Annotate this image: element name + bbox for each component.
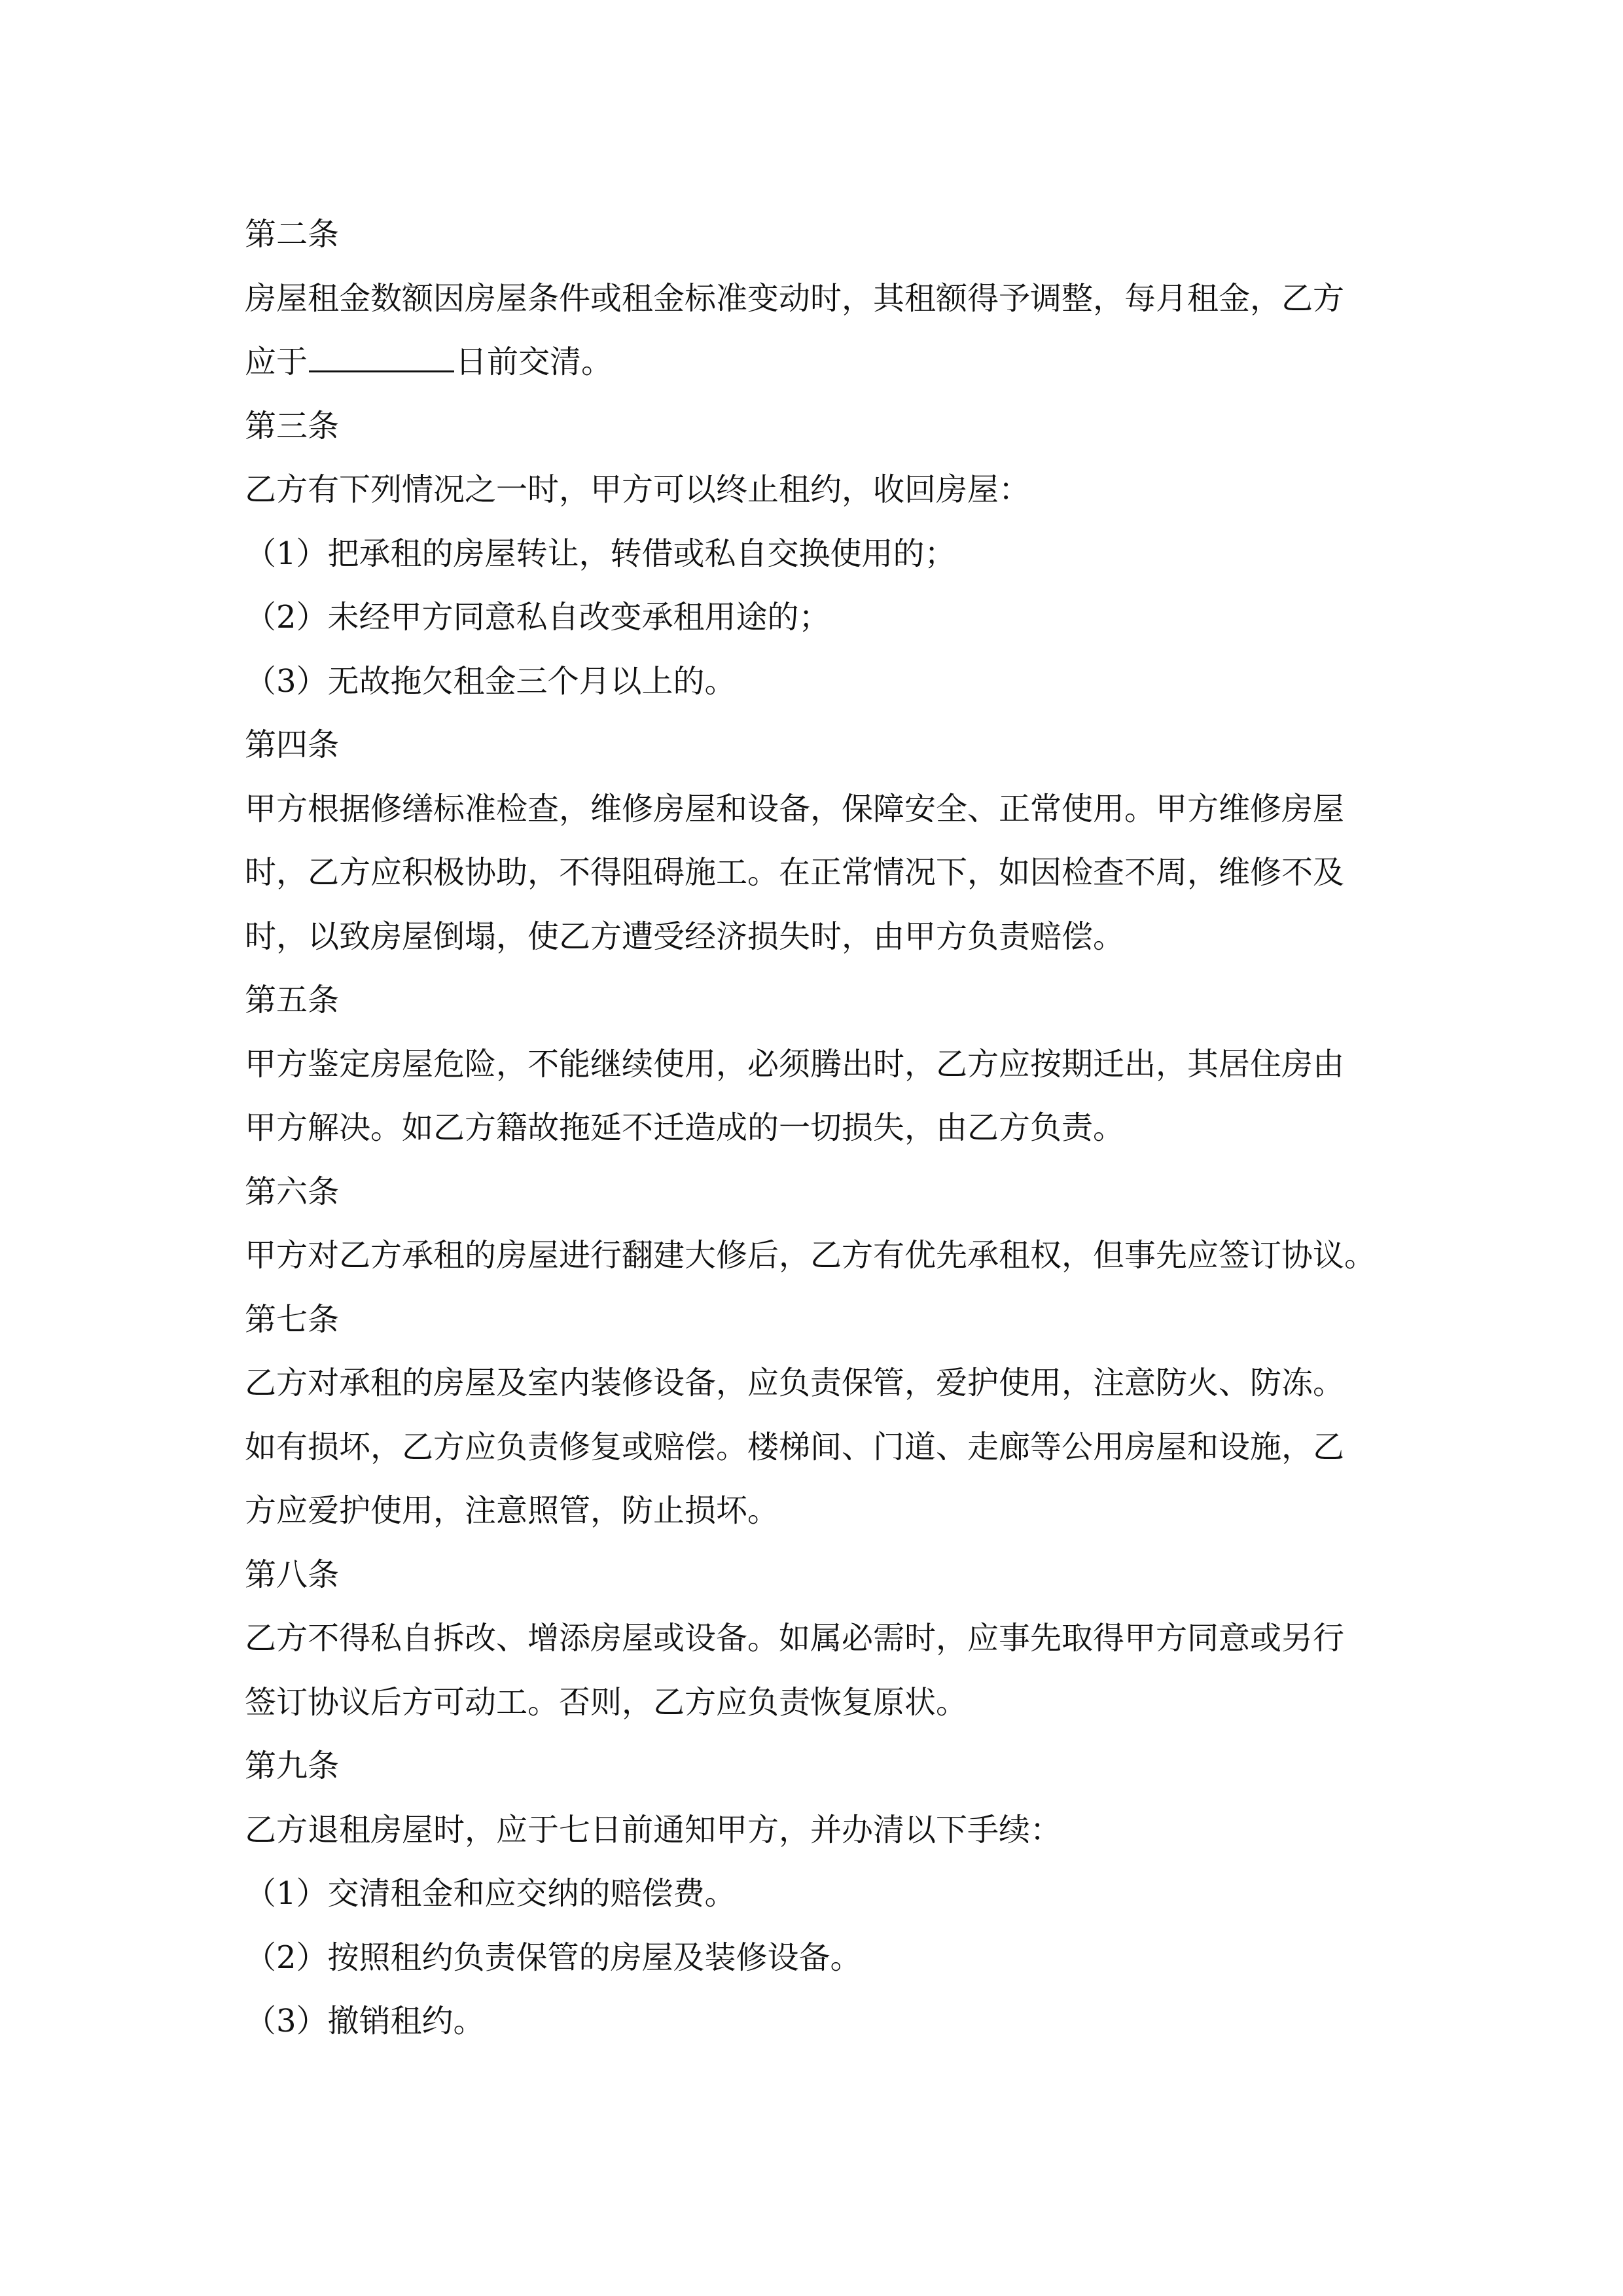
article-heading: 第四条 <box>245 726 340 763</box>
paragraph-line: 乙方不得私自拆改、增添房屋或设备。如属必需时，应事先取得甲方同意或另行 <box>245 1620 1345 1657</box>
paragraph-line: 时，乙方应积极协助，不得阻碍施工。在正常情况下，如因检查不周，维修不及 <box>245 854 1345 891</box>
list-item: （3）无故拖欠租金三个月以上的。 <box>245 662 736 700</box>
fill-in-blank <box>309 334 454 372</box>
paragraph-line: 甲方解决。如乙方籍故拖延不迁造成的一切损失，由乙方负责。 <box>245 1109 1125 1146</box>
paragraph-line: 乙方对承租的房屋及室内装修设备，应负责保管，爱护使用，注意防火、防冻。 <box>245 1365 1345 1401</box>
article-heading: 第二条 <box>245 216 340 253</box>
paragraph-line: 甲方鉴定房屋危险，不能继续使用，必须腾出时，乙方应按期迁出，其居住房由 <box>245 1045 1345 1083</box>
list-item: （2）按照租约负责保管的房屋及装修设备。 <box>245 1939 862 1976</box>
blank-prefix: 应于 <box>245 344 308 380</box>
list-item: （1）交清租金和应交纳的赔偿费。 <box>245 1875 736 1912</box>
paragraph-line: 房屋租金数额因房屋条件或租金标准变动时，其租额得予调整，每月租金，乙方 <box>245 279 1345 317</box>
list-item: （1）把承租的房屋转让，转借或私自交换使用的； <box>245 535 956 572</box>
document-body <box>245 203 1383 2054</box>
article-heading: 第七条 <box>245 1300 340 1338</box>
list-item: （3）撤销租约。 <box>245 2003 485 2039</box>
article-heading: 第三条 <box>245 407 340 444</box>
blank-suffix: 日前交清。 <box>455 344 613 380</box>
article-heading: 第八条 <box>245 1556 340 1593</box>
paragraph-line: 甲方对乙方承租的房屋进行翻建大修后，乙方有优先承租权，但事先应签订协议。 <box>245 1237 1376 1274</box>
paragraph-line: 方应爱护使用，注意照管，防止损坏。 <box>245 1492 779 1529</box>
paragraph-line: 时，以致房屋倒塌，使乙方遭受经济损失时，由甲方负责赔偿。 <box>245 918 1125 955</box>
paragraph-line: 乙方有下列情况之一时，甲方可以终止租约，收回房屋： <box>245 471 1031 508</box>
paragraph-line: 甲方根据修缮标准检查，维修房屋和设备，保障安全、正常使用。甲方维修房屋 <box>245 790 1345 827</box>
article-heading: 第五条 <box>245 982 340 1018</box>
paragraph-line: 乙方退租房屋时，应于七日前通知甲方，并办清以下手续： <box>245 1811 1062 1848</box>
article-heading: 第九条 <box>245 1748 340 1784</box>
paragraph-line-with-blank <box>245 331 1383 395</box>
list-item: （2）未经甲方同意私自改变承租用途的； <box>245 599 830 636</box>
paragraph-line: 签订协议后方可动工。否则，乙方应负责恢复原状。 <box>245 1683 968 1721</box>
paragraph-line: 如有损坏，乙方应负责修复或赔偿。楼梯间、门道、走廊等公用房屋和设施，乙 <box>245 1428 1345 1465</box>
article-heading: 第六条 <box>245 1173 340 1210</box>
